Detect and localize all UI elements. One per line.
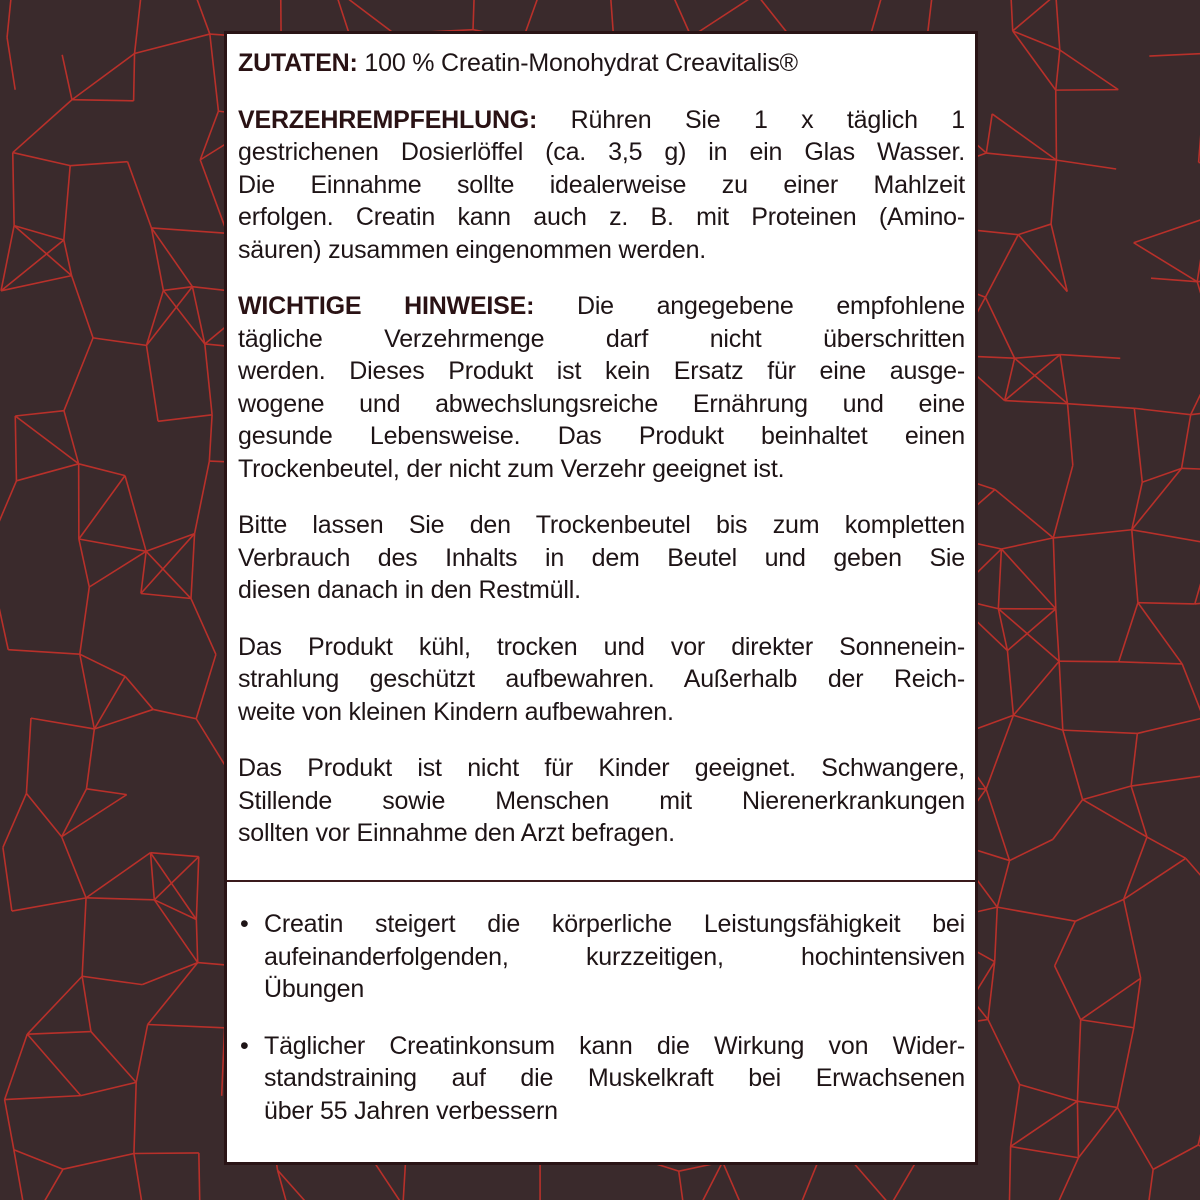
line-text: säuren) zusammen eingenommen werden. [238, 235, 707, 264]
pattern-line [146, 287, 192, 346]
pattern-line [1056, 609, 1059, 661]
pattern-line [125, 676, 153, 709]
pattern-line [14, 1150, 28, 1200]
pattern-line [79, 476, 125, 539]
pattern-line [1068, 404, 1135, 409]
pattern-line [82, 976, 142, 984]
line-text: Bitte lassen Sie den Trockenbeutel bis zum kompletten [238, 511, 965, 539]
pattern-line [1134, 218, 1200, 243]
pattern-line [1053, 800, 1083, 840]
text-line [238, 696, 965, 729]
pattern-line [1020, 1085, 1078, 1102]
pattern-line [1011, 1146, 1079, 1157]
pattern-line [1013, 0, 1056, 31]
line-text: werden. Dieses Produkt ist kein Ersatz für eine ausge- [238, 357, 965, 385]
pattern-line [1059, 661, 1063, 730]
pattern-line [403, 1159, 406, 1200]
pattern-line [91, 1032, 136, 1083]
pattern-line [136, 1024, 147, 1082]
pattern-line [992, 114, 1056, 160]
product-label-panel [227, 34, 975, 1162]
pattern-line [1011, 1101, 1078, 1146]
pattern-line [928, 0, 934, 34]
pattern-line [1007, 609, 1055, 651]
pattern-line [1056, 50, 1060, 90]
pattern-line [473, 0, 475, 30]
text-line [238, 323, 965, 356]
pattern-line [1063, 730, 1083, 800]
pattern-line [16, 464, 78, 481]
pattern-line [1186, 858, 1200, 897]
pattern-line [1060, 355, 1120, 359]
pattern-line [89, 551, 146, 587]
pattern-line [70, 162, 127, 166]
text-line [238, 542, 965, 575]
pattern-line [852, 1161, 890, 1200]
pattern-line [3, 793, 26, 847]
pattern-line [985, 235, 1018, 298]
pattern-line [1153, 1145, 1198, 1169]
pattern-line [146, 290, 163, 345]
pattern-line [723, 1162, 752, 1200]
text-line [238, 663, 965, 696]
pattern-line [997, 861, 1009, 908]
pattern-line [1056, 90, 1057, 160]
pattern-line [86, 898, 154, 900]
line-text: sollten vor Einnahme den Arzt befragen. [238, 819, 675, 847]
text-line [238, 201, 965, 234]
text-line [238, 785, 965, 818]
pattern-line [1124, 837, 1147, 899]
pattern-line [1068, 404, 1073, 466]
pattern-line [31, 718, 94, 729]
line-text: Rühren Sie 1 x täglich 1 [570, 105, 965, 134]
pattern-line [1131, 775, 1200, 786]
section-divider [227, 880, 975, 882]
pattern-line [15, 416, 16, 481]
pattern-line [998, 549, 1001, 609]
pattern-line [1056, 160, 1116, 169]
pattern-line [64, 411, 79, 464]
pattern-line [191, 534, 195, 599]
pattern-line [13, 153, 14, 226]
pattern-line [1132, 530, 1200, 544]
pattern-line [1078, 1108, 1117, 1158]
pattern-line [7, 38, 15, 90]
pattern-line [26, 793, 61, 836]
pattern-line [80, 654, 95, 729]
pattern-line [986, 715, 1013, 789]
pattern-line [1010, 839, 1053, 860]
pattern-line [1119, 662, 1182, 664]
pattern-line [1009, 1146, 1010, 1200]
pattern-line [1182, 664, 1200, 718]
line-text: Die angegebene empfohlene [576, 292, 965, 320]
pattern-line [1001, 538, 1053, 549]
pattern-line [210, 34, 219, 111]
pattern-line [194, 0, 210, 34]
pattern-line [28, 1169, 63, 1200]
pattern-line [134, 1153, 199, 1154]
line-text: Verbrauch des Inhalts in dem Beutel und geben Sie [238, 543, 965, 572]
pattern-line [1060, 355, 1067, 404]
pattern-line [134, 1082, 136, 1153]
paragraph [238, 290, 965, 485]
pattern-line [1075, 899, 1123, 921]
pattern-line [200, 111, 218, 160]
pattern-line [1132, 530, 1138, 603]
pattern-line [146, 551, 191, 598]
health-claims-section [238, 908, 965, 1151]
pattern-line [1060, 50, 1118, 90]
pattern-line [200, 160, 227, 233]
pattern-line [986, 789, 1009, 860]
pattern-line [1195, 544, 1200, 604]
line-text: weite von kleinen Kindern aufbewahren. [238, 697, 674, 726]
pattern-line [63, 1154, 134, 1170]
pattern-line [15, 416, 78, 464]
pattern-line [0, 481, 16, 531]
pattern-line [125, 476, 146, 552]
pattern-line [80, 654, 125, 676]
pattern-line [14, 1150, 63, 1170]
pattern-line [80, 587, 89, 654]
text-line: aufeinanderfolgenden, kurzzeitigen, hochintensiven [264, 942, 965, 971]
line-text: erfolgen. Creatin kann auch z. B. mit Proteinen (Amino- [238, 203, 965, 231]
pattern-line [1053, 530, 1131, 538]
pattern-line [154, 857, 198, 900]
pattern-line [997, 907, 1075, 921]
text-line [238, 574, 965, 607]
text-line [238, 752, 965, 785]
paragraph [238, 47, 965, 80]
bullet-item [238, 908, 965, 1006]
pattern-line [1055, 921, 1076, 966]
pattern-line [13, 153, 70, 166]
pattern-line [93, 338, 146, 346]
pattern-line [1053, 538, 1056, 609]
pattern-line [1077, 1020, 1080, 1101]
pattern-line [13, 100, 72, 153]
pattern-line [691, 0, 756, 37]
bullet-icon: • [240, 910, 249, 938]
pattern-line [1182, 468, 1200, 470]
pattern-line [148, 1024, 225, 1027]
pattern-line [1063, 730, 1138, 733]
pattern-line [1056, 0, 1060, 50]
pattern-line [82, 898, 86, 976]
text-line [238, 47, 965, 80]
text-line: Creatin steigert die körperliche Leistungsfähigkeit bei [264, 910, 965, 938]
instructions-section [238, 47, 965, 874]
text-line [238, 136, 965, 169]
pattern-line [1005, 355, 1060, 401]
text-line: über 55 Jahren verbessern [264, 1096, 558, 1125]
text-line: standstraining auf die Muskelkraft bei Erwachsenen [264, 1064, 965, 1092]
text-line [238, 169, 965, 202]
pattern-line [1077, 1101, 1117, 1107]
line-text: Das Produkt ist nicht für Kinder geeignet. Schwangere, [238, 754, 965, 782]
pattern-line [196, 719, 230, 775]
pattern-line [195, 461, 210, 533]
pattern-line [1051, 160, 1056, 224]
line-text: Stillende sowie Menschen mit Nierenerkrankungen [238, 786, 965, 815]
pattern-line [64, 338, 93, 411]
pattern-line [5, 1096, 81, 1100]
paragraph-heading: ZUTATEN: [238, 49, 358, 77]
pattern-line [62, 55, 72, 100]
text-line [238, 631, 965, 664]
pattern-line [141, 551, 146, 593]
pattern-line [209, 415, 212, 461]
pattern-line [134, 54, 135, 101]
pattern-line [150, 853, 198, 857]
pattern-line [27, 1032, 91, 1035]
pattern-line [1005, 401, 1068, 404]
pattern-line [986, 153, 1056, 160]
pattern-line [62, 795, 127, 837]
pattern-line [679, 1171, 687, 1200]
pattern-line [141, 594, 191, 599]
pattern-line [1146, 1169, 1153, 1200]
pattern-line [26, 718, 31, 793]
pattern-line [1013, 661, 1059, 715]
bullet-icon: • [240, 1031, 249, 1060]
line-text: 100 % Creatin-Monohydrat Creavitalis® [364, 49, 798, 77]
pattern-line [660, 0, 691, 37]
pattern-line [1081, 978, 1141, 1019]
pattern-line [995, 489, 1053, 537]
pattern-line [1049, 1158, 1078, 1200]
pattern-line [1077, 1101, 1078, 1158]
pattern-line [12, 898, 86, 911]
text-line [238, 290, 965, 323]
pattern-line [8, 650, 80, 654]
paragraph [238, 752, 965, 850]
pattern-line [196, 654, 216, 718]
pattern-line [151, 228, 227, 233]
pattern-line [7, 0, 13, 38]
paragraph-heading: VERZEHREMPFEHLUNG: [238, 105, 538, 134]
pattern-line [679, 1162, 723, 1171]
paragraph-heading: WICHTIGE HINWEISE: [238, 292, 535, 320]
text-line [238, 420, 965, 453]
pattern-line [153, 709, 196, 718]
pattern-line [86, 853, 150, 898]
pattern-line [1007, 651, 1013, 716]
paragraph [238, 631, 965, 729]
pattern-line [1018, 224, 1051, 235]
pattern-line [134, 1154, 143, 1200]
text-line [238, 453, 965, 486]
pattern-line [1147, 837, 1186, 858]
pattern-line [72, 276, 93, 338]
line-text: Das Produkt kühl, trocken und vor direkter Sonnenein- [238, 632, 965, 661]
pattern-line [79, 539, 89, 587]
pattern-line [191, 599, 216, 655]
pattern-line [794, 1161, 818, 1200]
text-line [238, 234, 965, 267]
pattern-line [27, 976, 82, 1034]
pattern-line [988, 1019, 1020, 1084]
line-text: tägliche Verzehrmenge darf nicht überschritten [238, 324, 965, 353]
pattern-line [1117, 1108, 1153, 1170]
pattern-line [222, 1028, 225, 1096]
pattern-line [86, 789, 126, 795]
pattern-line [1117, 1028, 1133, 1108]
pattern-line [1053, 465, 1073, 538]
line-text: Trockenbeutel, der nicht zum Verzehr geeignet ist. [238, 454, 785, 483]
pattern-line [1119, 603, 1138, 662]
pattern-line [1015, 358, 1068, 403]
pattern-line [1149, 53, 1200, 56]
pattern-line [1151, 278, 1197, 282]
line-text: Die Einnahme sollte idealerweise zu einer Mahlzeit [238, 170, 965, 199]
pattern-line [62, 837, 86, 898]
pattern-line [1081, 1020, 1134, 1028]
pattern-line [1124, 858, 1186, 899]
text-line [238, 388, 965, 421]
pattern-line [205, 344, 212, 415]
pattern-line [1015, 355, 1060, 359]
pattern-line [1134, 978, 1141, 1028]
pattern-line [5, 1100, 14, 1150]
pattern-line [1083, 786, 1132, 800]
pattern-line [1138, 603, 1182, 664]
line-text: wogene und abwechslungsreiche Ernährung und eine [238, 389, 965, 418]
pattern-line [82, 976, 91, 1031]
pattern-line [1001, 549, 1055, 609]
paragraph [238, 104, 965, 267]
pattern-line [1134, 243, 1198, 282]
pattern-line [158, 415, 212, 421]
text-line: Übungen [264, 975, 365, 1003]
pattern-line [27, 1034, 81, 1095]
line-text: diesen danach in den Restmüll. [238, 576, 581, 604]
pattern-line [1059, 661, 1119, 662]
line-text: gestrichenen Dosierlöffel (ca. 3,5 g) in ein Glas Wasser. [238, 138, 965, 166]
pattern-line [1124, 899, 1141, 978]
pattern-line [135, 34, 210, 53]
pattern-line [1137, 718, 1200, 734]
pattern-line [1013, 715, 1062, 730]
pattern-line [81, 1082, 136, 1095]
pattern-line [128, 162, 152, 228]
pattern-line [146, 345, 158, 421]
pattern-line [1191, 355, 1200, 414]
pattern-line [1138, 603, 1195, 604]
pattern-line [86, 729, 94, 789]
bullet-item [238, 1030, 965, 1128]
pattern-line [72, 54, 135, 100]
pattern-line [150, 853, 154, 900]
pattern-line [196, 919, 197, 962]
pattern-line [1134, 408, 1142, 482]
pattern-line [1011, 1085, 1020, 1147]
pattern-line [15, 411, 64, 416]
pattern-line [986, 114, 992, 153]
text-line [238, 509, 965, 542]
pattern-line [163, 287, 192, 291]
pattern-line [5, 1034, 28, 1099]
pattern-line [1134, 408, 1190, 414]
pattern-line [199, 1153, 200, 1200]
pattern-line [0, 599, 8, 650]
line-text: strahlung geschützt aufbewahren. Außerhalb der Reich- [238, 665, 965, 693]
pattern-line [1131, 733, 1137, 786]
paragraph [238, 509, 965, 607]
pattern-line [79, 539, 146, 551]
text-line: Täglicher Creatinkonsum kann die Wirkung von Wider- [264, 1031, 965, 1060]
pattern-line [1055, 966, 1081, 1020]
pattern-line [3, 847, 12, 911]
text-line [238, 817, 965, 850]
pattern-line [79, 464, 125, 476]
line-text: gesunde Lebensweise. Das Produkt beinhaltet einen [238, 422, 965, 450]
pattern-line [64, 166, 70, 240]
text-line [238, 104, 965, 137]
text-line [238, 355, 965, 388]
pattern-line [72, 100, 134, 101]
pattern-line [985, 297, 1014, 358]
pattern-line [196, 857, 198, 920]
pattern-line [1182, 415, 1191, 469]
pattern-line [995, 907, 998, 962]
pattern-line [135, 0, 143, 54]
pattern-line [1010, 0, 1013, 31]
